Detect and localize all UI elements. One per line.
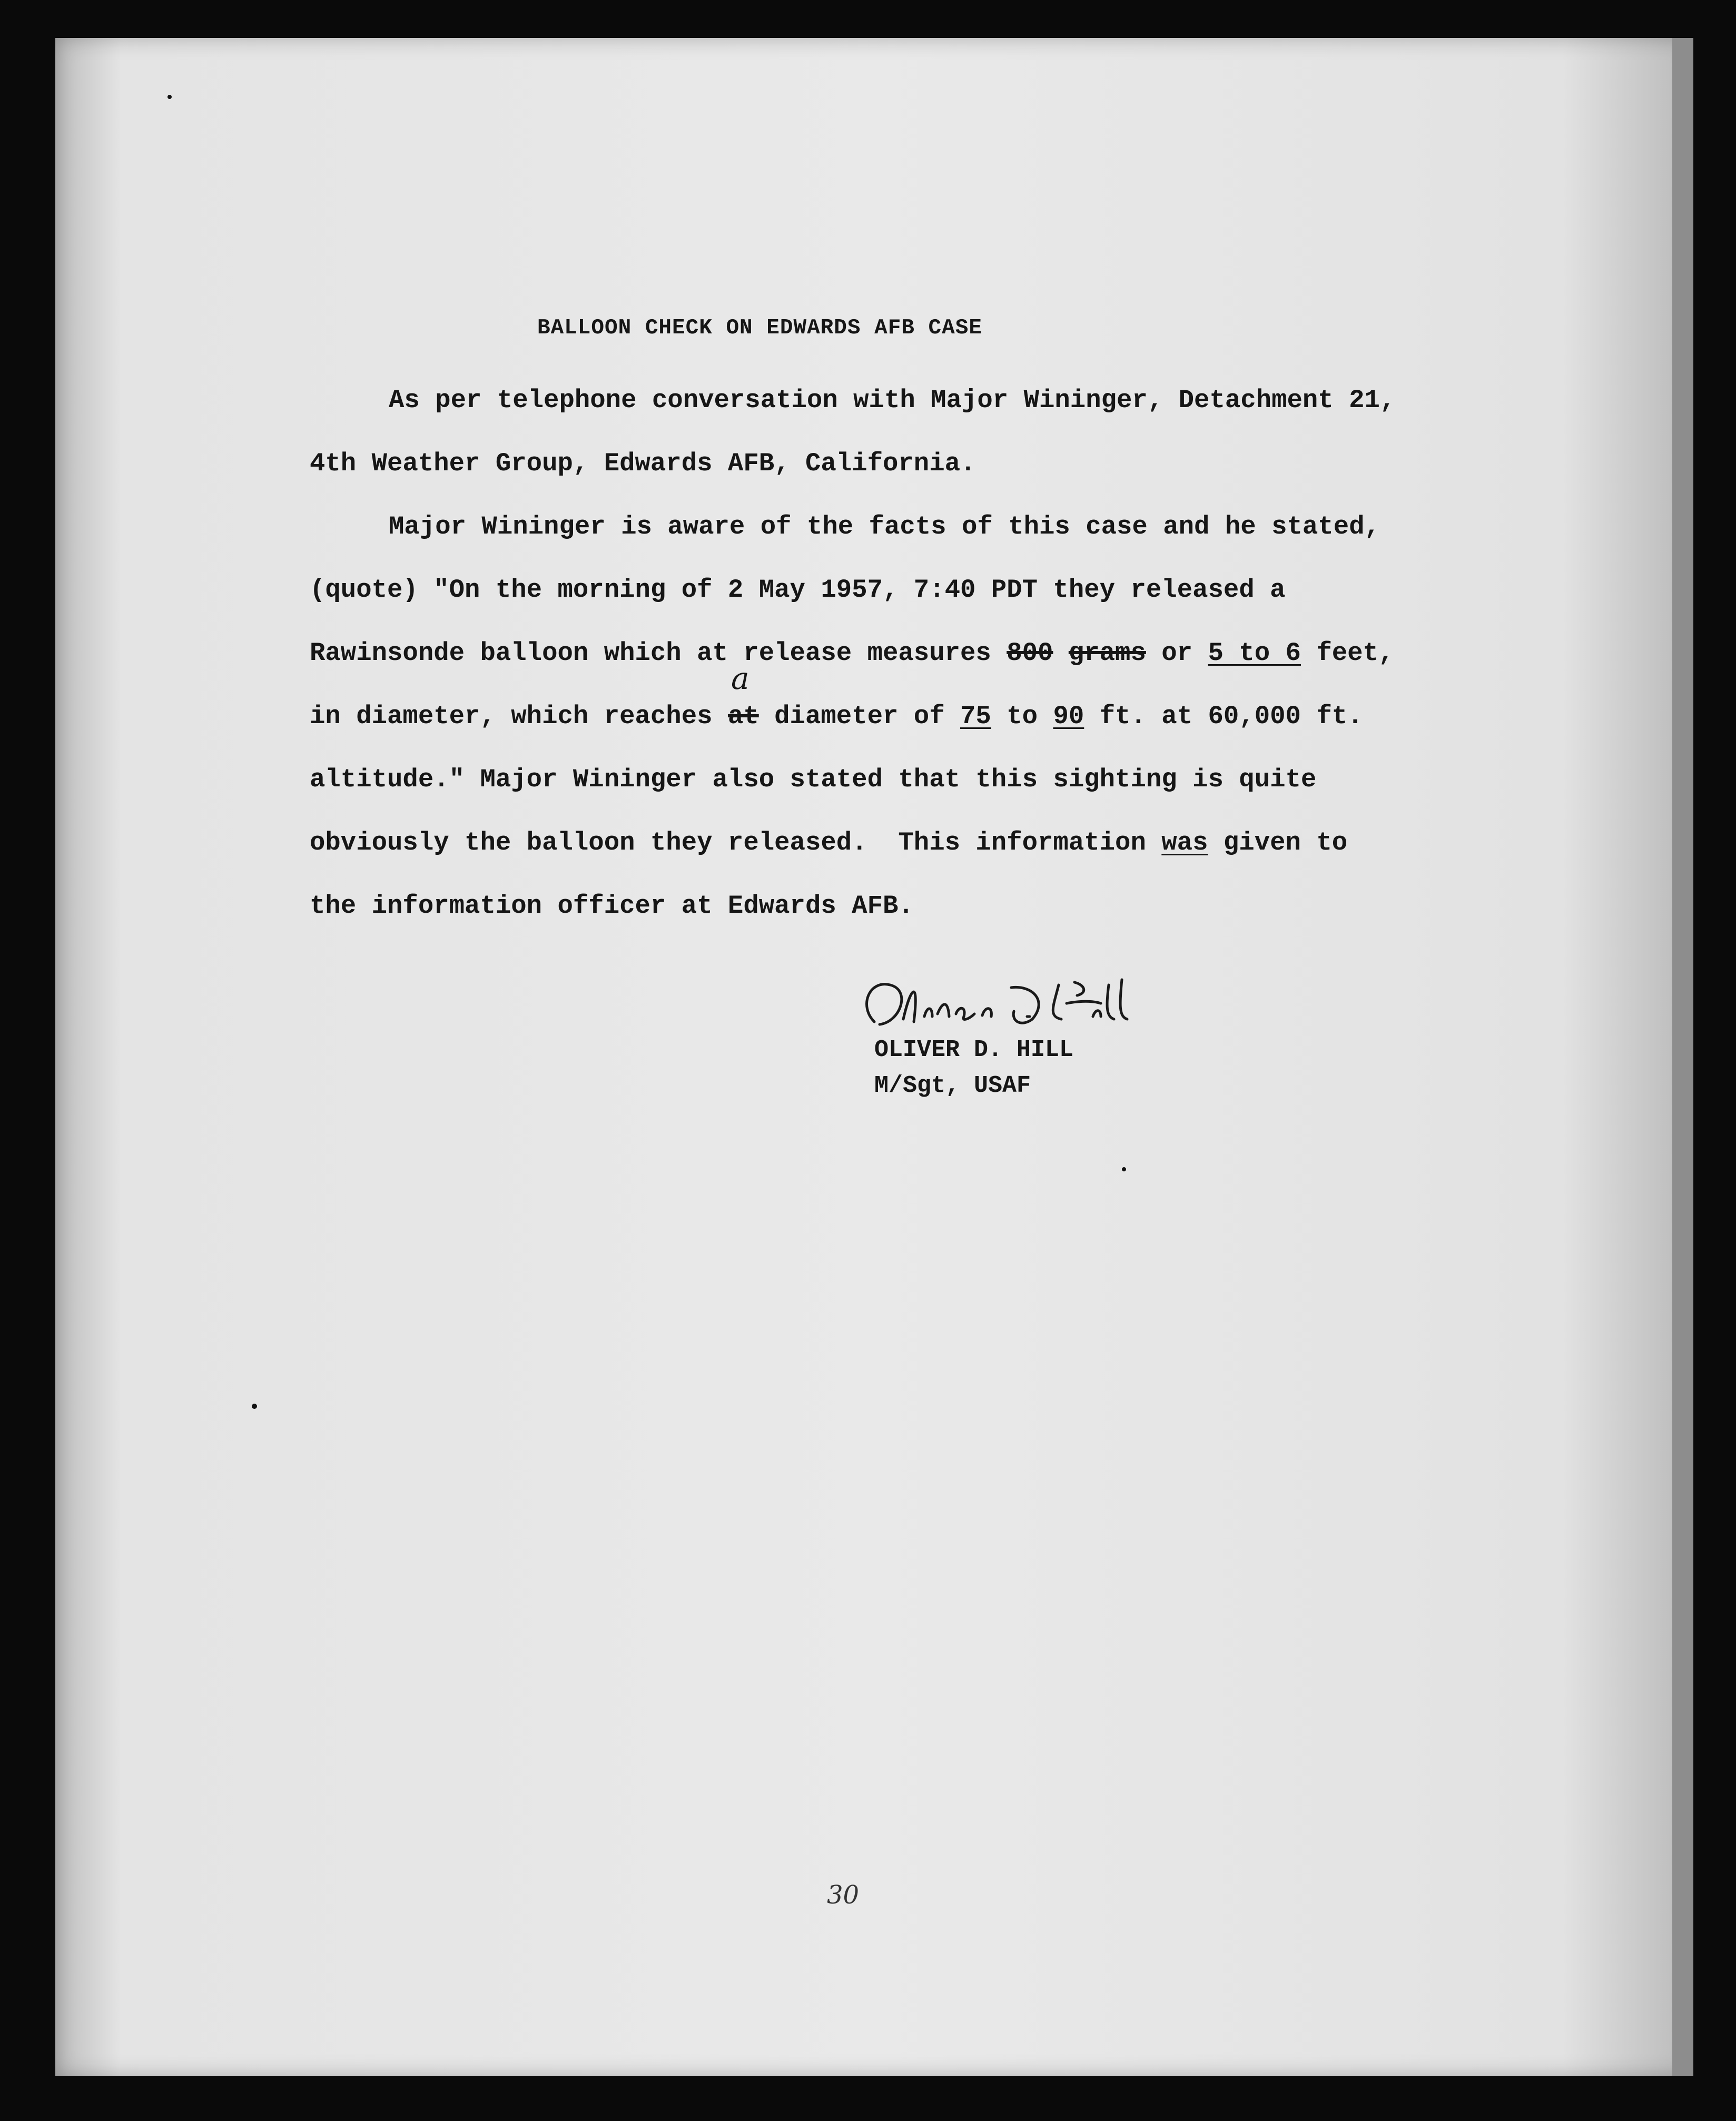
text-segment: to	[991, 702, 1053, 731]
text-segment: or	[1146, 638, 1208, 668]
text-line: the information officer at Edwards AFB.	[310, 891, 914, 921]
text-line: 4th Weather Group, Edwards AFB, California.	[310, 449, 976, 478]
scan-speck	[252, 1404, 257, 1409]
text-segment: feet,	[1300, 638, 1394, 668]
text-segment: in diameter, which reaches	[310, 702, 728, 731]
text-line	[310, 660, 1458, 748]
underlined-text: was	[1161, 828, 1208, 857]
signer-rank: M/Sgt, USAF	[874, 1072, 1031, 1099]
struck-text: grams	[1068, 638, 1146, 668]
text-segment: Rawinsonde balloon which at release measures	[310, 638, 1007, 668]
underlined-text: 90	[1053, 702, 1084, 731]
underlined-text: 75	[960, 702, 991, 731]
signature-block	[874, 1032, 1073, 1104]
text-segment: given to	[1208, 828, 1348, 857]
page-edge	[1672, 38, 1693, 2076]
underlined-text: 5 to 6	[1208, 638, 1301, 668]
text-segment: diameter of	[758, 702, 961, 731]
struck-text: at	[727, 702, 759, 731]
handwritten-signature	[853, 964, 1211, 1043]
text-line: As per telephone conversation with Major Wininger, Detachment 21,	[389, 386, 1396, 415]
paragraph-1	[310, 369, 1458, 495]
text-line: (quote) "On the morning of 2 May 1957, 7:40 PDT they released a	[310, 575, 1286, 605]
text-segment: ft. at 60,000 ft.	[1084, 702, 1363, 731]
text-segment: obviously the balloon they released. This information	[310, 828, 1162, 857]
scan-speck	[1122, 1167, 1126, 1171]
struck-text: 800	[1007, 638, 1053, 668]
scan-speck	[167, 95, 172, 99]
page-number: 30	[827, 1880, 860, 1910]
paragraph-2	[310, 495, 1458, 938]
signer-name: OLIVER D. HILL	[874, 1037, 1074, 1063]
text-line	[310, 811, 1458, 874]
handwritten-insert: a	[731, 660, 749, 696]
text-line: altitude." Major Wininger also stated that this sighting is quite	[310, 765, 1317, 794]
document-title: BALLOON CHECK ON EDWARDS AFB CASE	[537, 316, 982, 340]
text-line: Major Wininger is aware of the facts of this case and he stated,	[389, 512, 1380, 541]
text-line	[310, 621, 1458, 685]
